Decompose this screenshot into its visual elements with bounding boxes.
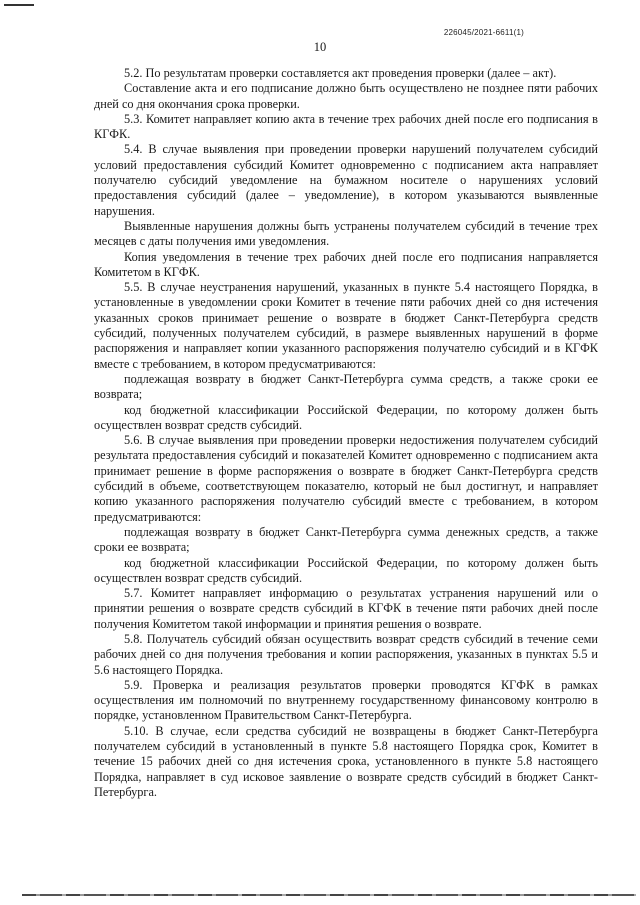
paragraph-5-7: 5.7. Комитет направляет информацию о результатах устранения нарушений или о принятии решения о возврате средств субсидий в КГФК в течение пяти рабочих дней после получения Комитетом такой информации и принятия решения о возврате.	[94, 586, 598, 631]
paragraph-5-6-code: код бюджетной классификации Российской Федерации, по которому должен быть осуществлен возврат средств субсидий.	[94, 555, 598, 585]
scan-bottom-edge	[22, 894, 636, 896]
paragraph-violations-fix: Выявленные нарушения должны быть устранены получателем субсидий в течение трех месяцев с даты получения ими уведомления.	[94, 218, 598, 249]
paragraph-5-10: 5.10. В случае, если средства субсидий не возвращены в бюджет Санкт-Петербурга получателем субсидий в установленный в пункте 5.8 настоящего Порядка срок, Комитет в течение 15 рабочих дней со дня истечения срока, установленного в пункте 5.8 настоящего Порядка, направляет в суд исковое заявление о возврате средств субсидий в бюджет Санкт-Петербурга.	[94, 723, 598, 799]
paragraph-5-5-amount: подлежащая возврату в бюджет Санкт-Петербурга сумма средств, а также сроки ее возврата;	[94, 371, 598, 402]
document-id: 226045/2021-6611(1)	[443, 28, 524, 37]
page-number: 10	[313, 40, 327, 54]
scan-edge-mark	[4, 4, 34, 6]
paragraph-5-6: 5.6. В случае выявления при проведении проверки недостижения получателем субсидий результата предоставления субсидий и показателей Комитет одновременно с подписанием акта принимает решение в форме распоряжения о возврате в бюджет Санкт-Петербурга средств субсидий в объеме, соответствующем показателю, который не был достигнут, и направляет копию указанного распоряжения получателю субсидий вместе с требованием, в котором предусматриваются:	[94, 433, 598, 524]
paragraph-5-6-amount: подлежащая возврату в бюджет Санкт-Петербурга сумма денежных средств, а также сроки ее возврата;	[94, 524, 598, 555]
paragraph-5-3: 5.3. Комитет направляет копию акта в течение трех рабочих дней после его подписания в КГФК.	[94, 111, 598, 142]
paragraph-notice-copy: Копия уведомления в течение трех рабочих дней после его подписания направляется Комитетом в КГФК.	[94, 249, 598, 279]
document-body	[94, 66, 598, 800]
paragraph-5-2: 5.2. По результатам проверки составляется акт проведения проверки (далее – акт).	[124, 66, 557, 80]
paragraph-act-deadline: Составление акта и его подписание должно быть осуществлено не позднее пяти рабочих дней со дня окончания срока проверки.	[94, 81, 598, 111]
paragraph-5-4: 5.4. В случае выявления при проведении проверки нарушений получателем субсидий условий предоставления субсидий Комитет одновременно с подписанием акта направляет получателю субсидий уведомление на бумажном носителе о нарушениях условий предоставления субсидий (далее – уведомление), в котором указываются выявленные нарушения.	[94, 142, 598, 218]
paragraph-5-5-code: код бюджетной классификации Российской Федерации, по которому должен быть осуществлен возврат средств субсидий.	[94, 402, 598, 432]
paragraph-5-9: 5.9. Проверка и реализация результатов проверки проводятся КГФК в рамках осуществления им полномочий по внутреннему государственному финансовому контролю в порядке, установленном Правительством Санкт-Петербурга.	[94, 677, 598, 723]
paragraph-5-8: 5.8. Получатель субсидий обязан осуществить возврат средств субсидий в течение семи рабочих дней со дня получения требования и копии распоряжения, указанных в пунктах 5.5 и 5.6 настоящего Порядка.	[94, 631, 598, 677]
paragraph-5-5: 5.5. В случае неустранения нарушений, указанных в пункте 5.4 настоящего Порядка, в установленные в уведомлении сроки Комитет в течение пяти рабочих дней со дня истечения указанных сроков принимает решение о возврате в бюджет Санкт-Петербурга средств субсидий, полученных получателем субсидий, в размере выявленных нарушений в форме распоряжения и направляет копии указанного распоряжения получателю субсидий и в КГФК вместе с требованием, в котором предусматриваются:	[94, 280, 598, 371]
